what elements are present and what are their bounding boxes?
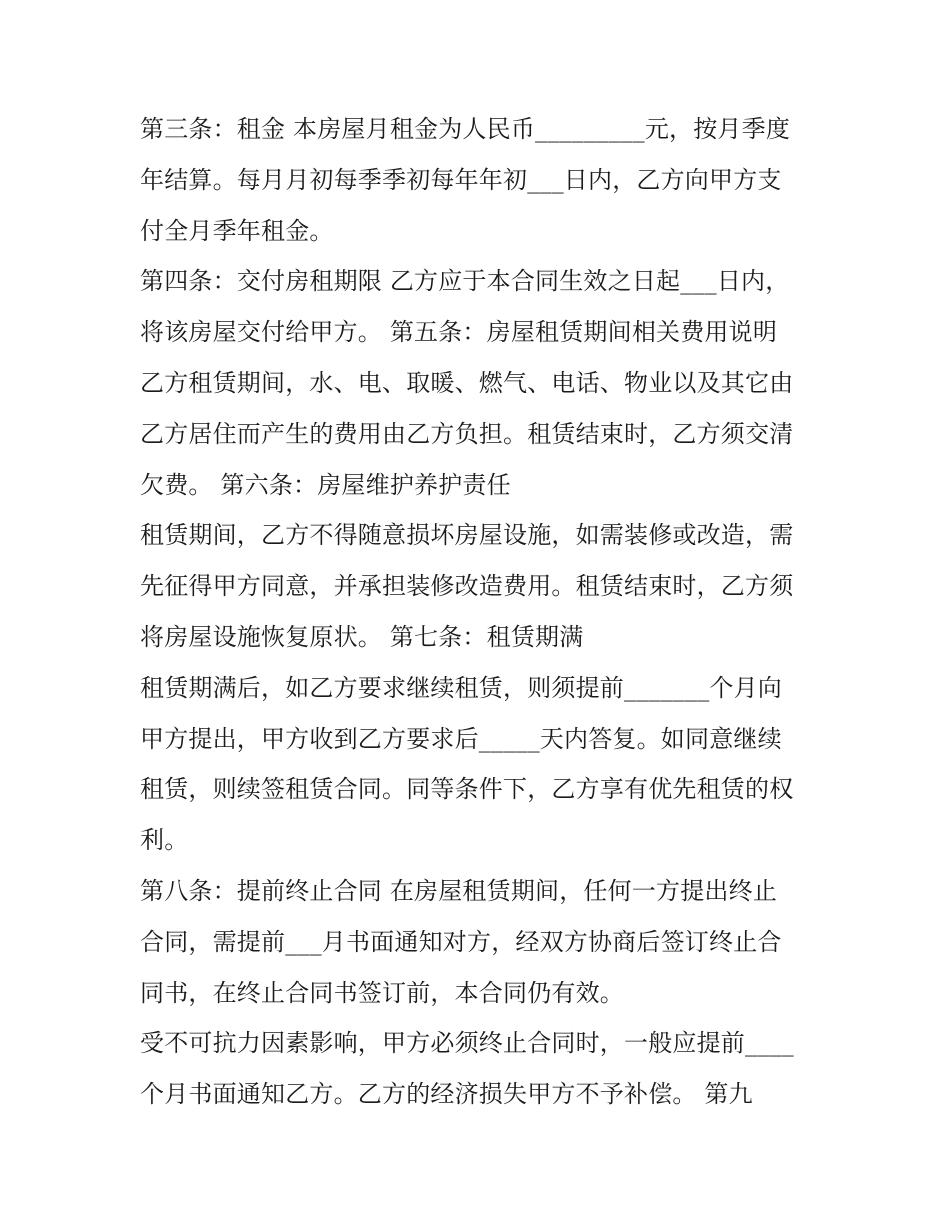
text-line: 租赁期间，乙方不得随意损坏房屋设施，如需装修或改造，需 (140, 521, 794, 550)
text-line: 第四条：交付房租期限 乙方应于本合同生效之日起___日内， (140, 267, 790, 296)
text-line: 付全月季年租金。 (140, 216, 334, 245)
text-line: 第八条：提前终止合同 在房屋租赁期间，任何一方提出终止 (140, 876, 778, 905)
text-line: 甲方提出，甲方收到乙方要求后_____天内答复。如同意继续 (140, 724, 782, 753)
text-line: 同书，在终止合同书签订前，本合同仍有效。 (140, 978, 624, 1007)
text-line: 受不可抗力因素影响，甲方必须终止合同时，一般应提前____ (140, 1029, 794, 1058)
text-line: 先征得甲方同意，并承担装修改造费用。租赁结束时，乙方须 (140, 572, 794, 601)
text-line: 合同，需提前___月书面通知对方，经双方协商后签订终止合 (140, 927, 782, 956)
text-line: 将房屋设施恢复原状。 第七条：租赁期满 (140, 622, 584, 651)
text-line: 租赁，则续签租赁合同。同等条件下，乙方享有优先租赁的权 (140, 775, 794, 804)
contract-text-body (140, 104, 820, 1120)
text-line: 欠费。 第六条：房屋维护养护责任 (140, 470, 511, 499)
text-line: 年结算。每月月初每季季初每年年初___日内，乙方向甲方支 (140, 165, 782, 194)
text-line: 乙方租赁期间，水、电、取暖、燃气、电话、物业以及其它由 (140, 368, 794, 397)
text-line: 租赁期满后，如乙方要求继续租赁，则须提前_______个月向 (140, 673, 782, 702)
text-line: 将该房屋交付给甲方。 第五条：房屋租赁期间相关费用说明 (140, 318, 778, 347)
text-line: 乙方居住而产生的费用由乙方负担。租赁结束时，乙方须交清 (140, 419, 794, 448)
text-line: 利。 (140, 826, 189, 855)
text-line: 个月书面通知乙方。乙方的经济损失甲方不予补偿。 第九 (140, 1080, 753, 1109)
text-line: 第三条：租金 本房屋月租金为人民币_________元，按月季度 (140, 115, 791, 143)
